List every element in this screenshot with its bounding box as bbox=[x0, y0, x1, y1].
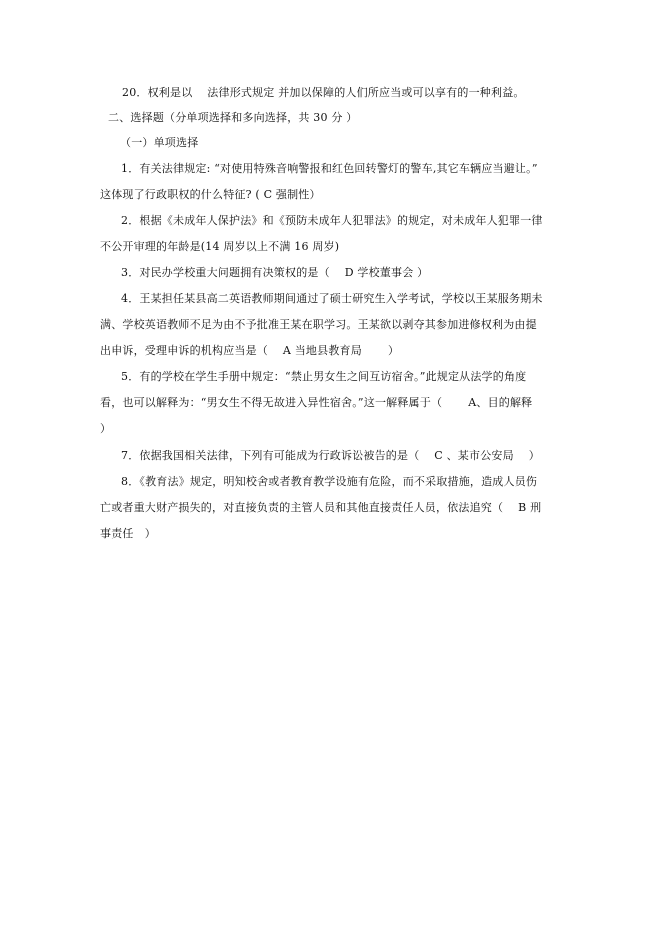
question-4-line-1: 4．王某担任某县高二英语教师期间通过了硕士研究生入学考试，学校以王某服务期未 bbox=[121, 292, 543, 305]
question-5-line-1: 5．有的学校在学生手册中规定：“禁止男女生之间互访宿舍。”此规定从法学的角度 bbox=[121, 370, 527, 383]
question-3-text: 3．对民办学校重大问题拥有决策权的是（ D 学校董事会 ） bbox=[121, 266, 429, 279]
question-5-line-2: 看，也可以解释为：“男女生不得无故进入异性宿舍。”这一解释属于（ A、目的解释 bbox=[100, 396, 533, 409]
question-8-line-1: 8．《教育法》规定，明知校舍或者教育教学设施有危险，而不采取措施，造成人员伤 bbox=[121, 475, 538, 488]
question-2-line-1: 2．根据《未成年人保护法》和《预防未成年人犯罪法》的规定，对未成年人犯罪一律 bbox=[121, 214, 543, 227]
question-1-line-1: 1．有关法律规定: “对使用特殊音响警报和红色回转警灯的警车,其它车辆应当避让。” bbox=[121, 162, 538, 175]
question-4-line-2: 满、学校英语教师不足为由不予批准王某在职学习。王某欲以剥夺其参加进修权利为由提 bbox=[100, 318, 537, 331]
question-5-line-3: ） bbox=[100, 422, 112, 435]
question-2-line-2: 不公开审理的年龄是(14 周岁以上不满 16 周岁) bbox=[100, 240, 340, 253]
question-7-text: 7．依据我国相关法律，下列有可能成为行政诉讼被告的是（ C 、某市公安局 ） bbox=[121, 449, 540, 462]
question-8-line-3: 事责任 ） bbox=[100, 527, 156, 540]
question-8-line-2: 亡或者重大财产损失的，对直接负责的主管人员和其他直接责任人员，依法追究（ B 刑 bbox=[100, 501, 542, 514]
question-1-line-2: 这体现了行政职权的什么特征? ( C 强制性） bbox=[100, 188, 321, 201]
question-20-text: 20．权利是以 法律形式规定 并加以保障的人们所应当或可以享有的一种利益。 bbox=[122, 86, 525, 99]
subsection-heading-single: （一）单项选择 bbox=[120, 136, 199, 149]
question-4-line-3: 出申诉，受理申诉的机构应当是（ A 当地县教育局 ） bbox=[100, 344, 400, 357]
section-heading-choice: 二、选择题（分单项选择和多向选择，共 30 分 ） bbox=[108, 111, 358, 124]
